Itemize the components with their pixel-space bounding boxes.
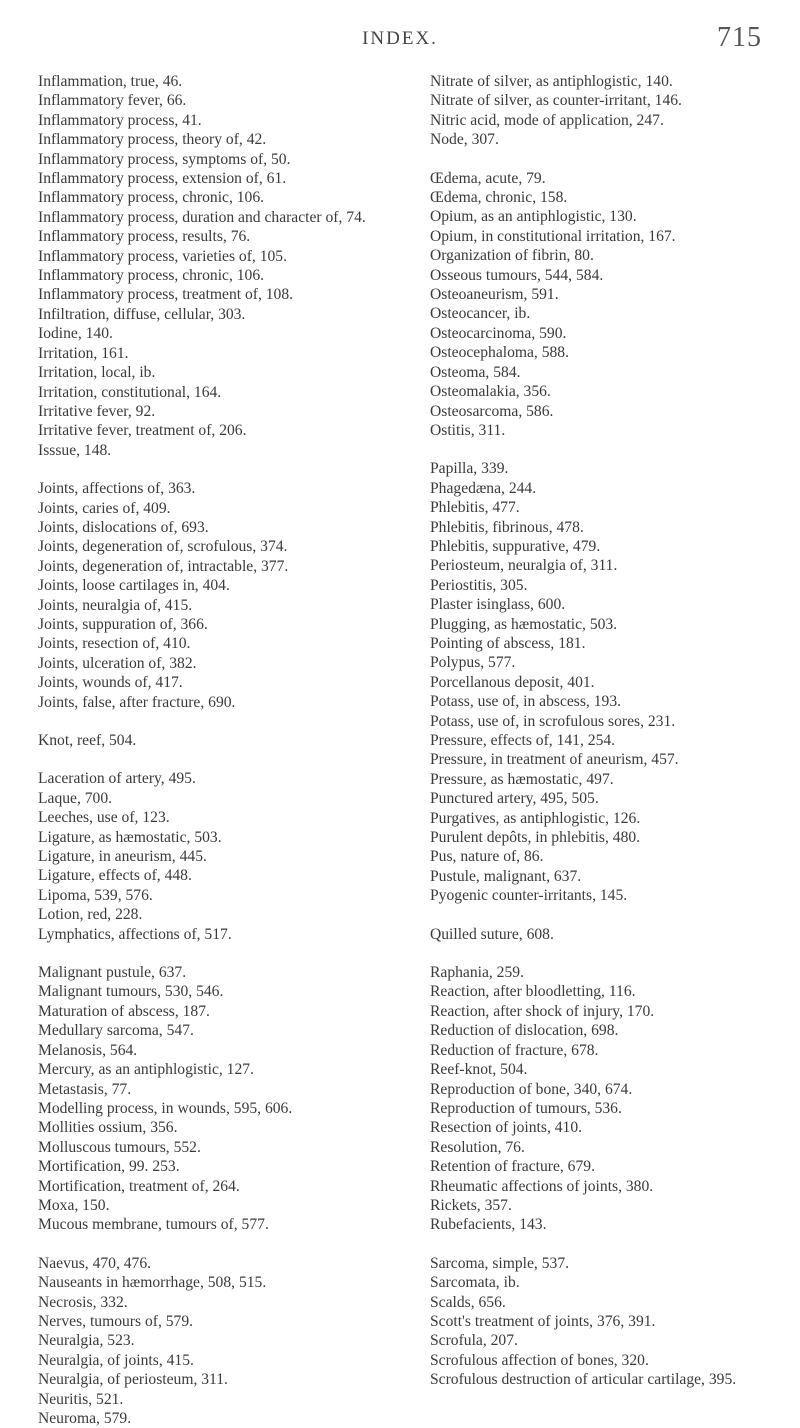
index-column-left bbox=[38, 72, 410, 1428]
index-entry: Joints, suppuration of, 366. bbox=[38, 615, 208, 633]
index-entry: Sarcomata, ib. bbox=[430, 1274, 520, 1292]
index-entry: Osteosarcoma, 586. bbox=[430, 402, 554, 420]
index-entry: Reaction, after shock of injury, 170. bbox=[430, 1002, 655, 1020]
index-entry: Scrofulous affection of bones, 320. bbox=[430, 1351, 649, 1369]
index-entry: Osteoma, 584. bbox=[430, 363, 521, 381]
index-entry: Pus, nature of, 86. bbox=[430, 848, 544, 866]
index-entry: Phlebitis, suppurative, 479. bbox=[430, 537, 601, 555]
index-entry: Necrosis, 332. bbox=[38, 1293, 128, 1311]
index-entry: Potass, use of, in scrofulous sores, 231. bbox=[430, 712, 676, 730]
index-entry: Inflammation, true, 46. bbox=[38, 73, 183, 90]
index-entry: Neuralgia, of periosteum, 311. bbox=[38, 1371, 228, 1389]
index-entry: Neuralgia, of joints, 415. bbox=[38, 1351, 194, 1369]
index-entry: Reproduction of bone, 340, 674. bbox=[430, 1080, 633, 1098]
index-entry: Nitrate of silver, as antiphlogistic, 140. bbox=[430, 73, 673, 90]
running-title: INDEX. bbox=[362, 28, 438, 49]
index-entry: Osseous tumours, 544, 584. bbox=[430, 266, 604, 284]
index-entry: Ligature, effects of, 448. bbox=[38, 867, 192, 885]
group-spacer bbox=[430, 440, 780, 459]
index-entry: Periosteum, neuralgia of, 311. bbox=[430, 557, 618, 575]
page-header bbox=[0, 22, 800, 62]
index-entry: Purulent depôts, in phlebitis, 480. bbox=[430, 829, 641, 847]
index-entry: Infiltration, diffuse, cellular, 303. bbox=[38, 305, 246, 323]
index-entry: Joints, wounds of, 417. bbox=[38, 674, 183, 692]
index-entry: Malignant tumours, 530, 546. bbox=[38, 983, 224, 1001]
index-entry: Pressure, in treatment of aneurism, 457. bbox=[430, 751, 679, 769]
index-entry: Moxa, 150. bbox=[38, 1196, 110, 1214]
index-entry: Joints, degeneration of, intractable, 377. bbox=[38, 557, 289, 575]
index-letter-group bbox=[38, 769, 410, 944]
index-entry: Molluscous tumours, 552. bbox=[38, 1138, 201, 1156]
index-entry: Plaster isinglass, 600. bbox=[430, 596, 566, 614]
index-entry: Reduction of fracture, 678. bbox=[430, 1041, 599, 1059]
index-entry: Phlebitis, fibrinous, 478. bbox=[430, 518, 584, 536]
index-entry: Ligature, in aneurism, 445. bbox=[38, 848, 207, 866]
index-entry: Inflammatory process, symptoms of, 50. bbox=[38, 150, 291, 168]
index-entry: Melanosis, 564. bbox=[38, 1041, 138, 1059]
index-entry: Osteocarcinoma, 590. bbox=[430, 324, 567, 342]
index-letter-group bbox=[38, 72, 410, 460]
index-entry: Lipoma, 539, 576. bbox=[38, 886, 153, 904]
index-entry: Mortification, treatment of, 264. bbox=[38, 1177, 240, 1195]
index-entry: Joints, false, after fracture, 690. bbox=[38, 693, 236, 711]
index-entry: Mercury, as an antiphlogistic, 127. bbox=[38, 1061, 254, 1079]
group-spacer bbox=[38, 944, 410, 963]
index-entry: Modelling process, in wounds, 595, 606. bbox=[38, 1099, 293, 1117]
index-entry: Osteocancer, ib. bbox=[430, 305, 531, 323]
index-entry: Irritative fever, treatment of, 206. bbox=[38, 422, 247, 440]
index-entry: Irritation, constitutional, 164. bbox=[38, 383, 222, 401]
index-entry: Ligature, as hæmostatic, 503. bbox=[38, 828, 222, 846]
index-entry: Opium, in constitutional irritation, 167. bbox=[430, 227, 676, 245]
index-entry: Plugging, as hæmostatic, 503. bbox=[430, 615, 618, 633]
index-entry: Quilled suture, 608. bbox=[430, 925, 554, 943]
index-entry: Metastasis, 77. bbox=[38, 1080, 132, 1098]
index-entry: Polypus, 577. bbox=[430, 654, 516, 672]
index-entry: Resection of joints, 410. bbox=[430, 1119, 583, 1137]
index-entry: Laque, 700. bbox=[38, 789, 113, 807]
index-column-right bbox=[430, 72, 780, 1390]
page-number: 715 bbox=[717, 22, 762, 53]
index-entry: Reaction, after bloodletting, 116. bbox=[430, 983, 636, 1001]
index-entry: Iodine, 140. bbox=[38, 325, 113, 343]
index-entry: Porcellanous deposit, 401. bbox=[430, 673, 595, 691]
index-entry: Inflammatory process, treatment of, 108. bbox=[38, 286, 294, 304]
index-entry: Inflammatory process, results, 76. bbox=[38, 228, 251, 246]
index-entry: Scott's treatment of joints, 376, 391. bbox=[430, 1312, 656, 1330]
index-entry: Joints, neuralgia of, 415. bbox=[38, 596, 193, 614]
index-entry: Rubefacients, 143. bbox=[430, 1216, 547, 1234]
index-entry: Pyogenic counter-irritants, 145. bbox=[430, 887, 628, 905]
index-letter-group bbox=[38, 1254, 410, 1428]
index-letter-group bbox=[430, 459, 780, 905]
index-entry: Naevus, 470, 476. bbox=[38, 1254, 152, 1272]
index-entry: Phlebitis, 477. bbox=[430, 499, 520, 517]
index-entry: Sarcoma, simple, 537. bbox=[430, 1254, 570, 1272]
group-spacer bbox=[38, 1235, 410, 1254]
index-entry: Inflammatory process, chronic, 106. bbox=[38, 189, 265, 207]
index-entry: Potass, use of, in abscess, 193. bbox=[430, 693, 622, 711]
index-entry: Opium, as an antiphlogistic, 130. bbox=[430, 208, 637, 226]
index-entry: Inflammatory process, chronic, 106. bbox=[38, 267, 265, 285]
index-entry: Pressure, effects of, 141, 254. bbox=[430, 732, 616, 749]
index-entry: Pustule, malignant, 637. bbox=[430, 867, 582, 885]
index-entry: Mucous membrane, tumours of, 577. bbox=[38, 1216, 269, 1234]
index-entry: Isssue, 148. bbox=[38, 441, 112, 459]
index-entry: Malignant pustule, 637. bbox=[38, 964, 187, 982]
index-entry: Scrofulous destruction of articular cartilage, 395. bbox=[430, 1371, 737, 1389]
index-entry: Organization of fibrin, 80. bbox=[430, 247, 594, 265]
index-entry: Irritation, 161. bbox=[38, 344, 129, 362]
index-entry: Neuralgia, 523. bbox=[38, 1332, 135, 1350]
index-entry: Scrofula, 207. bbox=[430, 1332, 518, 1350]
index-entry: Joints, dislocations of, 693. bbox=[38, 518, 209, 536]
index-entry: Retention of fracture, 679. bbox=[430, 1158, 595, 1176]
index-entry: Lotion, red, 228. bbox=[38, 906, 143, 924]
index-entry: Rheumatic affections of joints, 380. bbox=[430, 1177, 654, 1195]
index-entry: Punctured artery, 495, 505. bbox=[430, 790, 599, 808]
index-entry: Reproduction of tumours, 536. bbox=[430, 1099, 622, 1117]
index-entry: Raphania, 259. bbox=[430, 964, 524, 982]
group-spacer bbox=[430, 944, 780, 963]
index-entry: Reduction of dislocation, 698. bbox=[430, 1022, 619, 1040]
index-entry: Nerves, tumours of, 579. bbox=[38, 1312, 194, 1330]
index-entry: Pointing of abscess, 181. bbox=[430, 634, 586, 652]
index-entry: Node, 307. bbox=[430, 131, 499, 149]
index-entry: Neuroma, 579. bbox=[38, 1410, 132, 1427]
group-spacer bbox=[430, 1235, 780, 1254]
index-entry: Resolution, 76. bbox=[430, 1138, 525, 1156]
index-letter-group bbox=[430, 963, 780, 1235]
index-entry: Irritative fever, 92. bbox=[38, 402, 156, 420]
index-entry: Knot, reef, 504. bbox=[38, 732, 137, 749]
index-entry: Osteocephaloma, 588. bbox=[430, 344, 570, 362]
index-entry: Irritation, local, ib. bbox=[38, 364, 156, 382]
index-entry: Mortification, 99. 253. bbox=[38, 1158, 180, 1176]
index-entry: Joints, degeneration of, scrofulous, 374. bbox=[38, 538, 288, 556]
index-letter-group bbox=[430, 1254, 780, 1390]
index-letter-group bbox=[430, 169, 780, 441]
index-entry: Maturation of abscess, 187. bbox=[38, 1002, 210, 1020]
index-letter-group bbox=[38, 731, 410, 750]
index-entry: Lymphatics, affections of, 517. bbox=[38, 925, 232, 943]
index-entry: Ostitis, 311. bbox=[430, 421, 506, 439]
index-entry: Inflammatory process, varieties of, 105. bbox=[38, 247, 287, 265]
index-entry: Joints, caries of, 409. bbox=[38, 499, 171, 517]
index-entry: Laceration of artery, 495. bbox=[38, 770, 196, 788]
index-letter-group bbox=[430, 925, 780, 944]
group-spacer bbox=[38, 712, 410, 731]
index-entry: Inflammatory process, theory of, 42. bbox=[38, 131, 267, 149]
index-letter-group bbox=[38, 963, 410, 1235]
index-entry: Nauseants in hæmorrhage, 508, 515. bbox=[38, 1274, 267, 1292]
group-spacer bbox=[38, 460, 410, 479]
index-entry: Medullary sarcoma, 547. bbox=[38, 1022, 194, 1040]
index-letter-group bbox=[430, 72, 780, 150]
index-entry: Osteoaneurism, 591. bbox=[430, 286, 559, 304]
index-letter-group bbox=[38, 479, 410, 712]
index-entry: Rickets, 357. bbox=[430, 1196, 512, 1214]
index-entry: Nitrate of silver, as counter-irritant, 146. bbox=[430, 92, 682, 110]
index-entry: Joints, ulceration of, 382. bbox=[38, 654, 197, 672]
index-entry: Osteomalakia, 356. bbox=[430, 383, 551, 401]
index-entry: Inflammatory process, extension of, 61. bbox=[38, 170, 287, 188]
index-entry: Purgatives, as antiphlogistic, 126. bbox=[430, 809, 641, 827]
index-entry: Joints, resection of, 410. bbox=[38, 635, 191, 653]
index-entry: Inflammatory process, duration and character of, 74. bbox=[38, 208, 366, 226]
group-spacer bbox=[38, 750, 410, 769]
index-entry: Phagedæna, 244. bbox=[430, 479, 537, 497]
index-entry: Leeches, use of, 123. bbox=[38, 809, 170, 827]
index-entry: Joints, loose cartilages in, 404. bbox=[38, 577, 230, 595]
index-entry: Inflammatory process, 41. bbox=[38, 111, 202, 129]
index-entry: Œdema, acute, 79. bbox=[430, 169, 546, 187]
index-entry: Papilla, 339. bbox=[430, 460, 509, 478]
index-entry: Scalds, 656. bbox=[430, 1293, 506, 1311]
index-entry: Inflammatory fever, 66. bbox=[38, 92, 187, 110]
group-spacer bbox=[430, 150, 780, 169]
index-entry: Periostitis, 305. bbox=[430, 576, 528, 594]
index-entry: Joints, affections of, 363. bbox=[38, 480, 196, 498]
index-entry: Neuritis, 521. bbox=[38, 1390, 124, 1408]
index-entry: Pressure, as hæmostatic, 497. bbox=[430, 770, 614, 788]
index-entry: Nitric acid, mode of application, 247. bbox=[430, 111, 664, 129]
index-entry: Reef-knot, 504. bbox=[430, 1061, 528, 1079]
index-entry: Œdema, chronic, 158. bbox=[430, 189, 568, 207]
index-entry: Mollities ossium, 356. bbox=[38, 1119, 178, 1137]
group-spacer bbox=[430, 906, 780, 925]
